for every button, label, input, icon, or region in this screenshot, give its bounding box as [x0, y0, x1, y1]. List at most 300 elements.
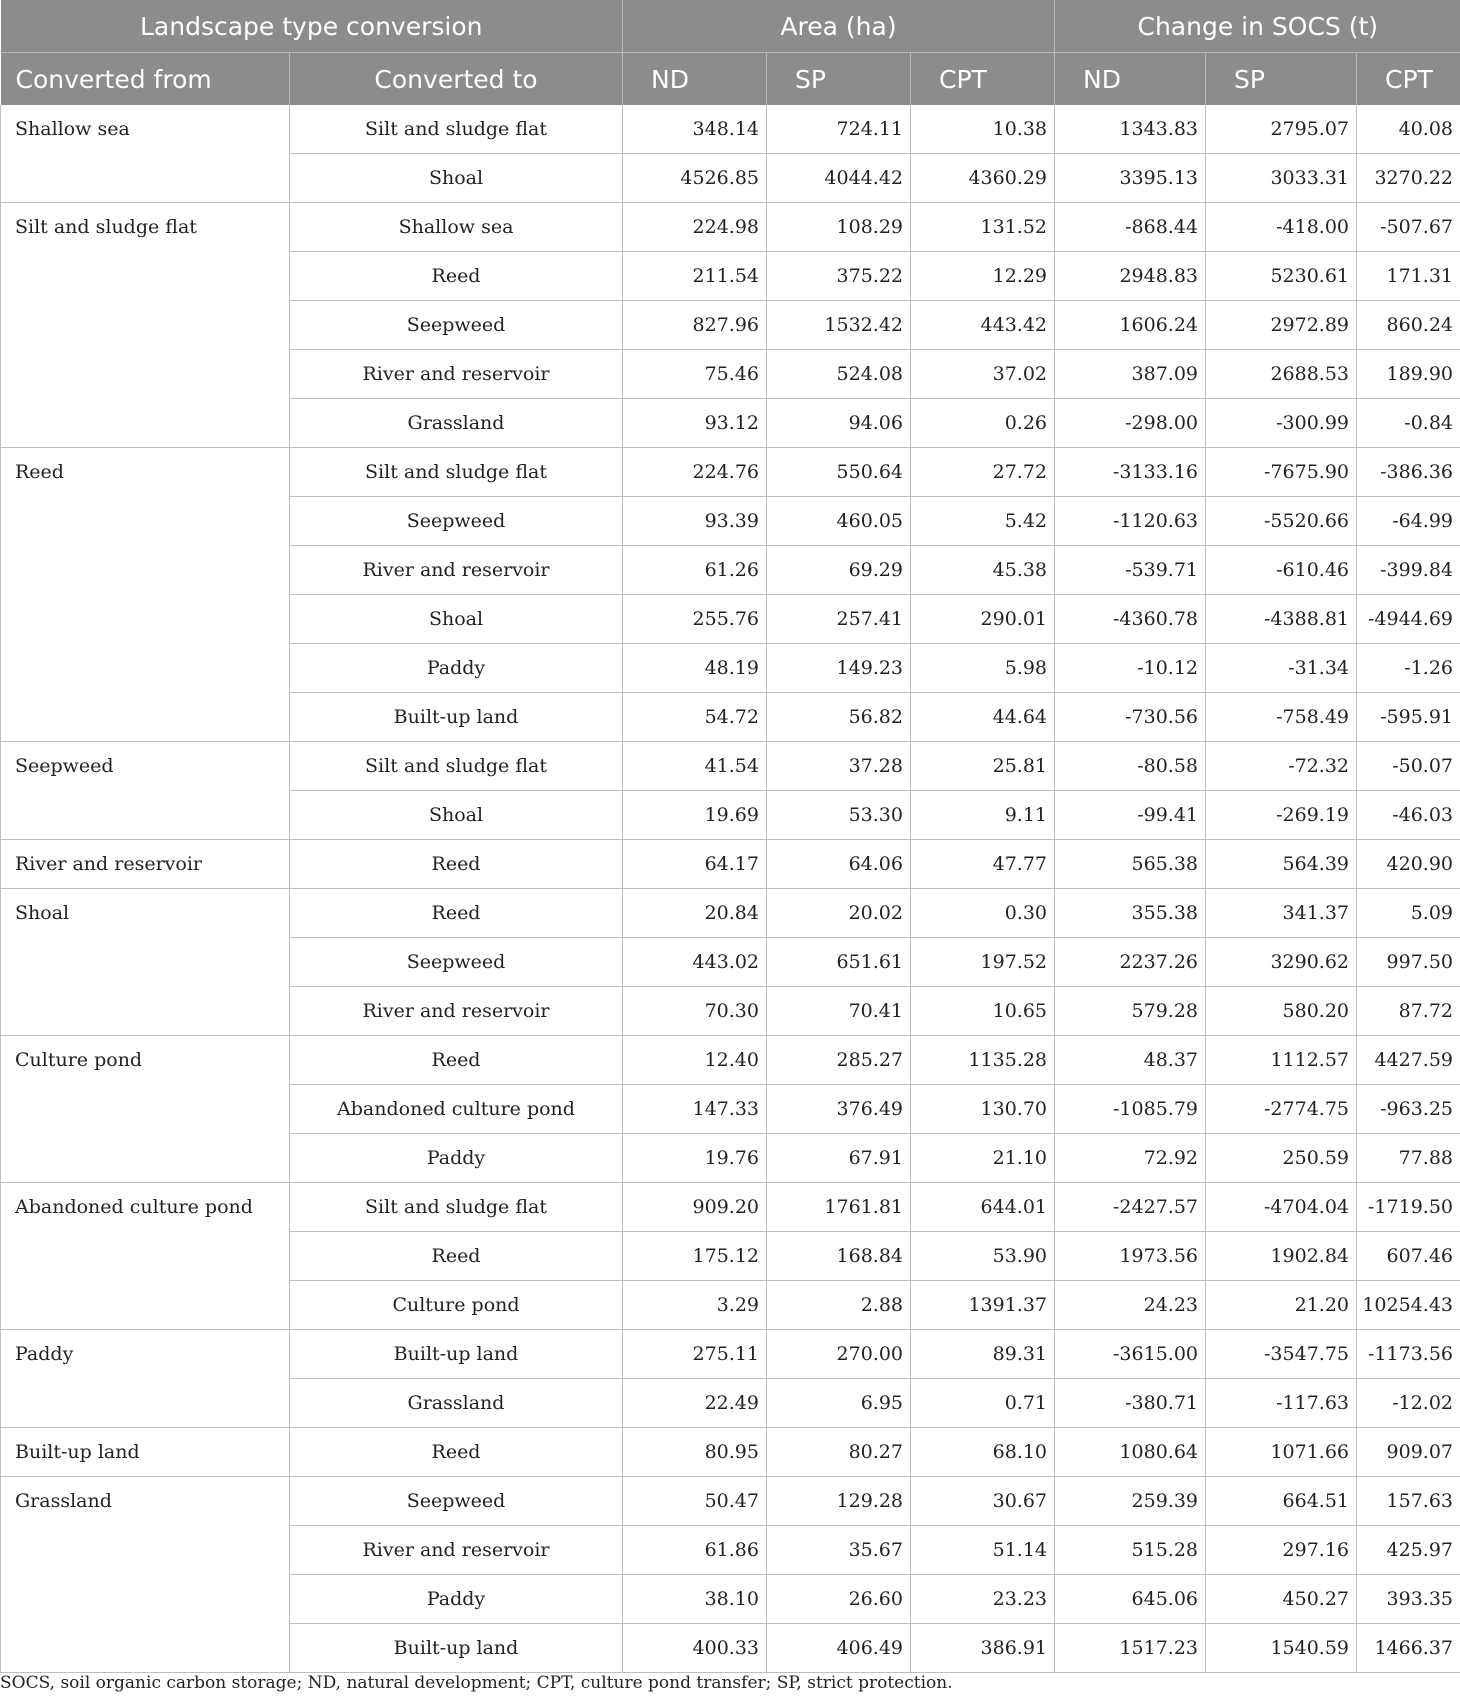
cell-socs-cpt: -399.84	[1357, 546, 1460, 595]
cell-area-cpt: 130.70	[911, 1085, 1055, 1134]
cell-socs-sp: 3290.62	[1206, 938, 1357, 987]
cell-socs-cpt: 3270.22	[1357, 154, 1460, 203]
cell-area-cpt: 10.65	[911, 987, 1055, 1036]
cell-socs-sp: -269.19	[1206, 791, 1357, 840]
table-row	[1, 1526, 1460, 1575]
cell-converted-from	[1, 301, 290, 350]
cell-socs-cpt: 77.88	[1357, 1134, 1460, 1183]
cell-converted-from	[1, 154, 290, 203]
cell-socs-cpt: 10254.43	[1357, 1281, 1460, 1330]
cell-area-nd: 224.98	[623, 203, 767, 252]
cell-converted-from	[1, 1281, 290, 1330]
table-row	[1, 1624, 1460, 1673]
table-row	[1, 1379, 1460, 1428]
cell-area-nd: 4526.85	[623, 154, 767, 203]
table-row	[1, 595, 1460, 644]
cell-area-cpt: 23.23	[911, 1575, 1055, 1624]
cell-socs-cpt: -1.26	[1357, 644, 1460, 693]
cell-converted-to: Seepweed	[290, 301, 623, 350]
cell-converted-from	[1, 1379, 290, 1428]
cell-area-cpt: 53.90	[911, 1232, 1055, 1281]
cell-socs-nd: 48.37	[1055, 1036, 1206, 1085]
cell-area-nd: 20.84	[623, 889, 767, 938]
cell-socs-sp: 564.39	[1206, 840, 1357, 889]
cell-converted-from: Culture pond	[1, 1036, 290, 1085]
table-row	[1, 105, 1460, 154]
cell-area-sp: 129.28	[767, 1477, 911, 1526]
cell-socs-sp: 2795.07	[1206, 105, 1357, 154]
cell-area-nd: 400.33	[623, 1624, 767, 1673]
cell-socs-cpt: 5.09	[1357, 889, 1460, 938]
cell-socs-nd: -4360.78	[1055, 595, 1206, 644]
cell-converted-from	[1, 252, 290, 301]
cell-area-sp: 26.60	[767, 1575, 911, 1624]
cell-area-sp: 724.11	[767, 105, 911, 154]
cell-converted-to: Seepweed	[290, 1477, 623, 1526]
cell-area-sp: 69.29	[767, 546, 911, 595]
cell-socs-sp: 5230.61	[1206, 252, 1357, 301]
cell-socs-cpt: 171.31	[1357, 252, 1460, 301]
cell-socs-sp: -4388.81	[1206, 595, 1357, 644]
cell-socs-nd: 3395.13	[1055, 154, 1206, 203]
cell-converted-from	[1, 350, 290, 399]
cell-area-cpt: 44.64	[911, 693, 1055, 742]
cell-socs-cpt: 87.72	[1357, 987, 1460, 1036]
cell-area-nd: 19.76	[623, 1134, 767, 1183]
cell-area-nd: 827.96	[623, 301, 767, 350]
cell-socs-nd: 355.38	[1055, 889, 1206, 938]
cell-socs-nd: -539.71	[1055, 546, 1206, 595]
cell-area-cpt: 0.71	[911, 1379, 1055, 1428]
cell-socs-sp: 3033.31	[1206, 154, 1357, 203]
cell-area-sp: 270.00	[767, 1330, 911, 1379]
cell-converted-from: River and reservoir	[1, 840, 290, 889]
col-header-socs-cpt: CPT	[1357, 53, 1460, 106]
table-body	[1, 105, 1460, 1673]
cell-area-nd: 224.76	[623, 448, 767, 497]
cell-socs-sp: -31.34	[1206, 644, 1357, 693]
table-row	[1, 1183, 1460, 1232]
cell-area-sp: 651.61	[767, 938, 911, 987]
cell-area-cpt: 0.26	[911, 399, 1055, 448]
cell-converted-from: Paddy	[1, 1330, 290, 1379]
cell-socs-nd: 2237.26	[1055, 938, 1206, 987]
cell-converted-from	[1, 595, 290, 644]
cell-socs-cpt: 189.90	[1357, 350, 1460, 399]
cell-area-nd: 443.02	[623, 938, 767, 987]
cell-converted-from	[1, 644, 290, 693]
cell-converted-to: Silt and sludge flat	[290, 105, 623, 154]
cell-converted-from: Grassland	[1, 1477, 290, 1526]
cell-socs-cpt: 393.35	[1357, 1575, 1460, 1624]
cell-socs-nd: -868.44	[1055, 203, 1206, 252]
cell-socs-nd: -380.71	[1055, 1379, 1206, 1428]
cell-area-sp: 94.06	[767, 399, 911, 448]
cell-area-cpt: 27.72	[911, 448, 1055, 497]
cell-converted-from	[1, 1624, 290, 1673]
cell-converted-from: Silt and sludge flat	[1, 203, 290, 252]
cell-converted-from	[1, 1232, 290, 1281]
cell-converted-to: Reed	[290, 1036, 623, 1085]
cell-socs-sp: 450.27	[1206, 1575, 1357, 1624]
table-row	[1, 1036, 1460, 1085]
cell-converted-to: Silt and sludge flat	[290, 742, 623, 791]
cell-area-nd: 175.12	[623, 1232, 767, 1281]
cell-area-cpt: 9.11	[911, 791, 1055, 840]
cell-socs-sp: 1902.84	[1206, 1232, 1357, 1281]
group-header-socs: Change in SOCS (t)	[1055, 0, 1460, 53]
cell-converted-to: Grassland	[290, 399, 623, 448]
cell-area-sp: 168.84	[767, 1232, 911, 1281]
cell-area-sp: 460.05	[767, 497, 911, 546]
cell-area-sp: 376.49	[767, 1085, 911, 1134]
cell-area-sp: 2.88	[767, 1281, 911, 1330]
table-row	[1, 840, 1460, 889]
cell-socs-nd: 259.39	[1055, 1477, 1206, 1526]
cell-converted-to: Grassland	[290, 1379, 623, 1428]
cell-socs-cpt: 909.07	[1357, 1428, 1460, 1477]
cell-socs-cpt: -507.67	[1357, 203, 1460, 252]
cell-socs-nd: -2427.57	[1055, 1183, 1206, 1232]
cell-area-cpt: 5.42	[911, 497, 1055, 546]
cell-area-sp: 20.02	[767, 889, 911, 938]
cell-area-cpt: 443.42	[911, 301, 1055, 350]
table-row	[1, 987, 1460, 1036]
cell-socs-sp: -117.63	[1206, 1379, 1357, 1428]
cell-socs-cpt: 420.90	[1357, 840, 1460, 889]
cell-socs-cpt: -50.07	[1357, 742, 1460, 791]
cell-socs-sp: 21.20	[1206, 1281, 1357, 1330]
cell-socs-cpt: -595.91	[1357, 693, 1460, 742]
cell-area-nd: 80.95	[623, 1428, 767, 1477]
cell-socs-nd: 1080.64	[1055, 1428, 1206, 1477]
cell-area-nd: 909.20	[623, 1183, 767, 1232]
cell-converted-from: Shallow sea	[1, 105, 290, 154]
cell-area-nd: 22.49	[623, 1379, 767, 1428]
cell-converted-from: Abandoned culture pond	[1, 1183, 290, 1232]
cell-area-cpt: 47.77	[911, 840, 1055, 889]
cell-area-cpt: 37.02	[911, 350, 1055, 399]
group-header-area: Area (ha)	[623, 0, 1055, 53]
cell-socs-sp: 297.16	[1206, 1526, 1357, 1575]
cell-area-cpt: 25.81	[911, 742, 1055, 791]
cell-socs-nd: -3615.00	[1055, 1330, 1206, 1379]
table-row	[1, 154, 1460, 203]
cell-socs-sp: 341.37	[1206, 889, 1357, 938]
table-row	[1, 889, 1460, 938]
cell-socs-cpt: -64.99	[1357, 497, 1460, 546]
col-header-to: Converted to	[290, 53, 623, 106]
cell-area-sp: 56.82	[767, 693, 911, 742]
cell-converted-to: Silt and sludge flat	[290, 448, 623, 497]
cell-area-sp: 257.41	[767, 595, 911, 644]
cell-converted-from	[1, 987, 290, 1036]
cell-socs-cpt: -12.02	[1357, 1379, 1460, 1428]
cell-area-nd: 147.33	[623, 1085, 767, 1134]
cell-converted-to: Paddy	[290, 1134, 623, 1183]
cell-converted-to: River and reservoir	[290, 350, 623, 399]
table-row	[1, 1085, 1460, 1134]
cell-area-nd: 19.69	[623, 791, 767, 840]
cell-socs-nd: -80.58	[1055, 742, 1206, 791]
cell-area-cpt: 5.98	[911, 644, 1055, 693]
table-footnote: SOCS, soil organic carbon storage; ND, natural development; CPT, culture pond transfer; SP, strict protection.	[0, 1673, 953, 1693]
cell-area-sp: 64.06	[767, 840, 911, 889]
cell-converted-to: Reed	[290, 889, 623, 938]
cell-area-cpt: 386.91	[911, 1624, 1055, 1673]
cell-socs-sp: -7675.90	[1206, 448, 1357, 497]
cell-area-sp: 37.28	[767, 742, 911, 791]
cell-converted-from	[1, 791, 290, 840]
cell-converted-to: Shoal	[290, 595, 623, 644]
cell-converted-from	[1, 1526, 290, 1575]
table-row	[1, 399, 1460, 448]
cell-socs-cpt: 40.08	[1357, 105, 1460, 154]
cell-socs-sp: 2972.89	[1206, 301, 1357, 350]
cell-area-nd: 70.30	[623, 987, 767, 1036]
cell-converted-to: Built-up land	[290, 1330, 623, 1379]
cell-converted-to: Abandoned culture pond	[290, 1085, 623, 1134]
cell-area-sp: 1532.42	[767, 301, 911, 350]
cell-socs-sp: 1112.57	[1206, 1036, 1357, 1085]
cell-area-nd: 348.14	[623, 105, 767, 154]
cell-converted-to: Reed	[290, 252, 623, 301]
cell-socs-sp: 1540.59	[1206, 1624, 1357, 1673]
cell-area-nd: 50.47	[623, 1477, 767, 1526]
cell-area-sp: 550.64	[767, 448, 911, 497]
cell-converted-from	[1, 497, 290, 546]
cell-converted-to: Silt and sludge flat	[290, 1183, 623, 1232]
cell-socs-nd: -730.56	[1055, 693, 1206, 742]
cell-converted-to: Seepweed	[290, 497, 623, 546]
cell-socs-cpt: -1719.50	[1357, 1183, 1460, 1232]
cell-area-sp: 53.30	[767, 791, 911, 840]
cell-socs-nd: 24.23	[1055, 1281, 1206, 1330]
cell-converted-from: Shoal	[1, 889, 290, 938]
cell-socs-cpt: 607.46	[1357, 1232, 1460, 1281]
cell-socs-sp: 250.59	[1206, 1134, 1357, 1183]
col-header-area-nd: ND	[623, 53, 767, 106]
cell-socs-cpt: -4944.69	[1357, 595, 1460, 644]
cell-socs-nd: 1973.56	[1055, 1232, 1206, 1281]
table-row	[1, 497, 1460, 546]
table-row	[1, 448, 1460, 497]
cell-area-nd: 275.11	[623, 1330, 767, 1379]
cell-converted-to: Seepweed	[290, 938, 623, 987]
cell-socs-sp: -758.49	[1206, 693, 1357, 742]
cell-area-nd: 38.10	[623, 1575, 767, 1624]
cell-converted-from: Seepweed	[1, 742, 290, 791]
cell-area-cpt: 30.67	[911, 1477, 1055, 1526]
cell-socs-nd: 1343.83	[1055, 105, 1206, 154]
cell-area-sp: 67.91	[767, 1134, 911, 1183]
group-header-conversion: Landscape type conversion	[1, 0, 623, 53]
table-row	[1, 938, 1460, 987]
cell-socs-nd: 2948.83	[1055, 252, 1206, 301]
table-row	[1, 1232, 1460, 1281]
cell-socs-cpt: 4427.59	[1357, 1036, 1460, 1085]
cell-socs-nd: 515.28	[1055, 1526, 1206, 1575]
col-header-from: Converted from	[1, 53, 290, 106]
cell-converted-from	[1, 1575, 290, 1624]
cell-socs-sp: -5520.66	[1206, 497, 1357, 546]
cell-socs-cpt: -963.25	[1357, 1085, 1460, 1134]
cell-converted-from: Built-up land	[1, 1428, 290, 1477]
cell-socs-nd: 579.28	[1055, 987, 1206, 1036]
table-row	[1, 252, 1460, 301]
table-row	[1, 1477, 1460, 1526]
cell-converted-to: River and reservoir	[290, 546, 623, 595]
cell-area-cpt: 89.31	[911, 1330, 1055, 1379]
cell-converted-from	[1, 399, 290, 448]
cell-converted-from	[1, 1085, 290, 1134]
cell-converted-to: Built-up land	[290, 1624, 623, 1673]
table-row	[1, 1281, 1460, 1330]
cell-area-cpt: 12.29	[911, 252, 1055, 301]
cell-area-nd: 3.29	[623, 1281, 767, 1330]
cell-socs-nd: 1517.23	[1055, 1624, 1206, 1673]
cell-socs-sp: 580.20	[1206, 987, 1357, 1036]
cell-area-nd: 93.39	[623, 497, 767, 546]
cell-socs-sp: -610.46	[1206, 546, 1357, 595]
cell-converted-to: Shallow sea	[290, 203, 623, 252]
cell-socs-cpt: 860.24	[1357, 301, 1460, 350]
cell-area-cpt: 21.10	[911, 1134, 1055, 1183]
col-header-socs-sp: SP	[1206, 53, 1357, 106]
cell-area-nd: 61.86	[623, 1526, 767, 1575]
cell-converted-to: Paddy	[290, 644, 623, 693]
cell-converted-from	[1, 546, 290, 595]
cell-area-sp: 149.23	[767, 644, 911, 693]
cell-area-nd: 12.40	[623, 1036, 767, 1085]
cell-area-sp: 4044.42	[767, 154, 911, 203]
cell-socs-nd: 387.09	[1055, 350, 1206, 399]
cell-converted-to: Shoal	[290, 791, 623, 840]
cell-socs-cpt: -386.36	[1357, 448, 1460, 497]
cell-socs-nd: 72.92	[1055, 1134, 1206, 1183]
table-row	[1, 1428, 1460, 1477]
cell-socs-nd: 565.38	[1055, 840, 1206, 889]
cell-converted-to: Shoal	[290, 154, 623, 203]
cell-area-sp: 285.27	[767, 1036, 911, 1085]
cell-socs-sp: -4704.04	[1206, 1183, 1357, 1232]
table-row	[1, 350, 1460, 399]
cell-area-sp: 406.49	[767, 1624, 911, 1673]
cell-area-nd: 211.54	[623, 252, 767, 301]
cell-area-nd: 64.17	[623, 840, 767, 889]
cell-socs-sp: -418.00	[1206, 203, 1357, 252]
cell-socs-sp: -72.32	[1206, 742, 1357, 791]
cell-area-sp: 35.67	[767, 1526, 911, 1575]
cell-converted-to: River and reservoir	[290, 987, 623, 1036]
cell-socs-sp: 2688.53	[1206, 350, 1357, 399]
table-row	[1, 693, 1460, 742]
col-header-area-sp: SP	[767, 53, 911, 106]
cell-area-cpt: 45.38	[911, 546, 1055, 595]
cell-area-cpt: 644.01	[911, 1183, 1055, 1232]
cell-area-nd: 48.19	[623, 644, 767, 693]
cell-area-sp: 70.41	[767, 987, 911, 1036]
table-row	[1, 301, 1460, 350]
cell-socs-cpt: 997.50	[1357, 938, 1460, 987]
cell-area-cpt: 1135.28	[911, 1036, 1055, 1085]
col-header-socs-nd: ND	[1055, 53, 1206, 106]
cell-converted-from	[1, 693, 290, 742]
table-row	[1, 742, 1460, 791]
cell-converted-to: Reed	[290, 1232, 623, 1281]
table-row	[1, 546, 1460, 595]
cell-converted-to: Built-up land	[290, 693, 623, 742]
cell-area-cpt: 4360.29	[911, 154, 1055, 203]
cell-socs-sp: -300.99	[1206, 399, 1357, 448]
cell-socs-cpt: -46.03	[1357, 791, 1460, 840]
cell-socs-sp: 1071.66	[1206, 1428, 1357, 1477]
table-row	[1, 203, 1460, 252]
cell-socs-nd: -1120.63	[1055, 497, 1206, 546]
cell-socs-nd: -10.12	[1055, 644, 1206, 693]
cell-area-cpt: 197.52	[911, 938, 1055, 987]
table-row	[1, 1330, 1460, 1379]
cell-converted-from	[1, 1134, 290, 1183]
cell-socs-nd: -298.00	[1055, 399, 1206, 448]
cell-socs-sp: -2774.75	[1206, 1085, 1357, 1134]
table-row	[1, 1134, 1460, 1183]
cell-area-nd: 61.26	[623, 546, 767, 595]
cell-converted-to: Reed	[290, 1428, 623, 1477]
cell-socs-nd: 645.06	[1055, 1575, 1206, 1624]
cell-area-sp: 1761.81	[767, 1183, 911, 1232]
cell-area-sp: 375.22	[767, 252, 911, 301]
cell-socs-nd: -3133.16	[1055, 448, 1206, 497]
cell-area-nd: 41.54	[623, 742, 767, 791]
cell-socs-cpt: 157.63	[1357, 1477, 1460, 1526]
table-row	[1, 1575, 1460, 1624]
cell-area-nd: 255.76	[623, 595, 767, 644]
table-row	[1, 791, 1460, 840]
cell-area-cpt: 51.14	[911, 1526, 1055, 1575]
cell-socs-cpt: 1466.37	[1357, 1624, 1460, 1673]
cell-socs-nd: -99.41	[1055, 791, 1206, 840]
cell-area-nd: 54.72	[623, 693, 767, 742]
cell-area-cpt: 10.38	[911, 105, 1055, 154]
table-header	[1, 0, 1460, 105]
cell-area-sp: 6.95	[767, 1379, 911, 1428]
cell-area-nd: 75.46	[623, 350, 767, 399]
cell-converted-from: Reed	[1, 448, 290, 497]
cell-socs-sp: -3547.75	[1206, 1330, 1357, 1379]
cell-socs-nd: 1606.24	[1055, 301, 1206, 350]
cell-socs-sp: 664.51	[1206, 1477, 1357, 1526]
cell-area-cpt: 1391.37	[911, 1281, 1055, 1330]
cell-area-cpt: 290.01	[911, 595, 1055, 644]
cell-converted-to: River and reservoir	[290, 1526, 623, 1575]
cell-area-cpt: 68.10	[911, 1428, 1055, 1477]
cell-area-sp: 108.29	[767, 203, 911, 252]
table-row	[1, 644, 1460, 693]
cell-socs-cpt: -1173.56	[1357, 1330, 1460, 1379]
cell-converted-to: Reed	[290, 840, 623, 889]
cell-socs-cpt: -0.84	[1357, 399, 1460, 448]
cell-area-sp: 524.08	[767, 350, 911, 399]
cell-socs-cpt: 425.97	[1357, 1526, 1460, 1575]
cell-area-sp: 80.27	[767, 1428, 911, 1477]
cell-area-cpt: 131.52	[911, 203, 1055, 252]
cell-converted-to: Culture pond	[290, 1281, 623, 1330]
cell-area-cpt: 0.30	[911, 889, 1055, 938]
cell-converted-to: Paddy	[290, 1575, 623, 1624]
col-header-area-cpt: CPT	[911, 53, 1055, 106]
cell-converted-from	[1, 938, 290, 987]
